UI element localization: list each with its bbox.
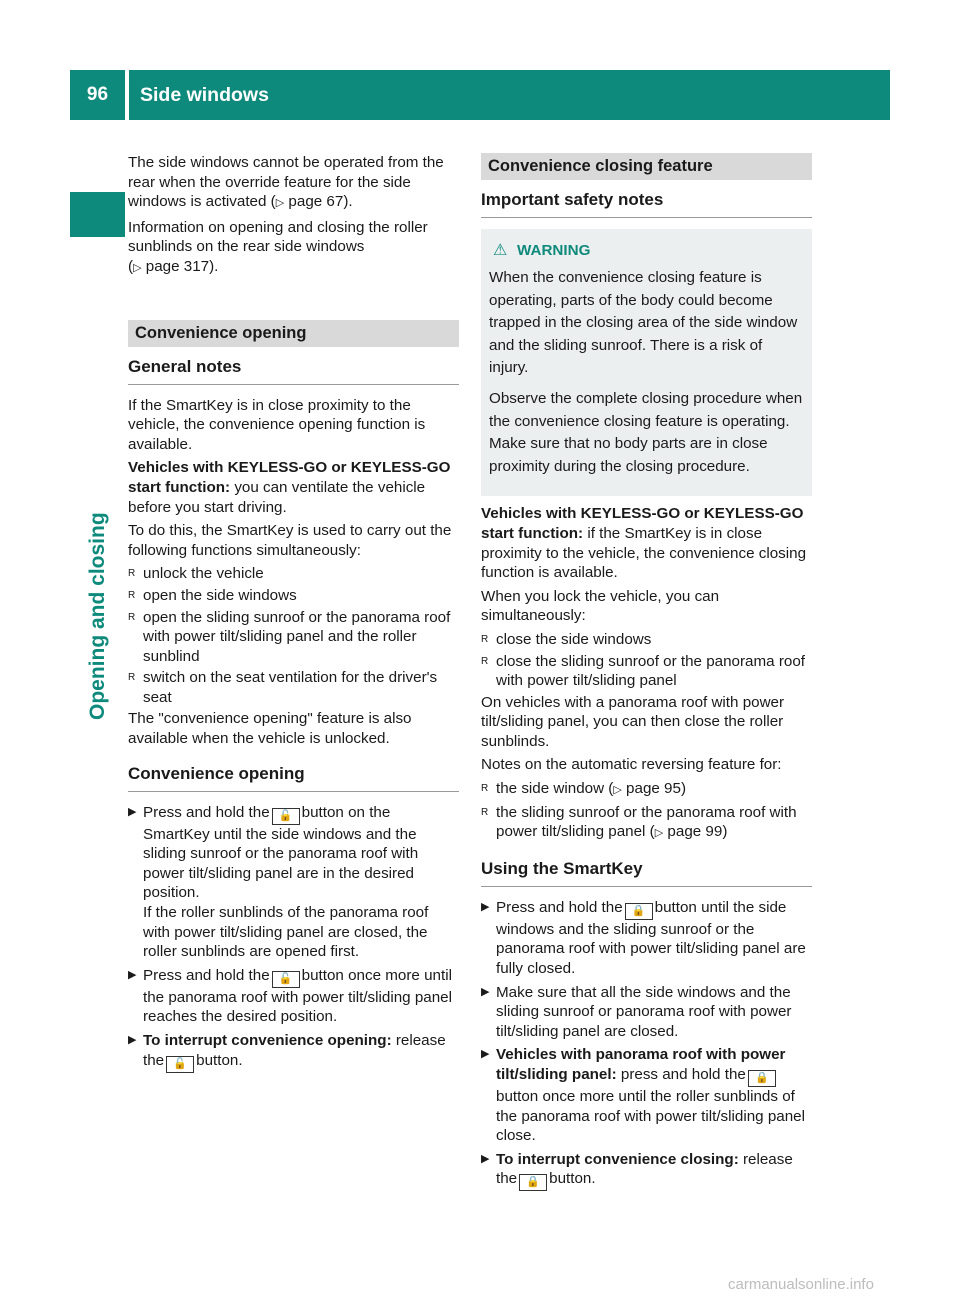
bullet-icon: R bbox=[481, 806, 489, 818]
unlock-icon: 🔓 bbox=[272, 808, 300, 825]
section-title: Convenience closing feature bbox=[481, 153, 812, 180]
page-title: Side windows bbox=[129, 70, 890, 120]
lock-icon: 🔒 bbox=[748, 1070, 776, 1087]
list-item: R unlock the vehicle bbox=[128, 565, 264, 583]
instruction-step: ▶ Press and hold the 🔓 button once more until the panorama roof with power tilt/sliding panel reaches the desired position. bbox=[128, 966, 452, 1026]
paragraph: On vehicles with a panorama roof with power tilt/sliding panel, you can then close the roller sunblinds. bbox=[481, 693, 785, 750]
bullet-icon: R bbox=[128, 672, 136, 684]
warning-box bbox=[481, 229, 812, 496]
instruction-step: ▶ Vehicles with panorama roof with power tilt/sliding panel: press and hold the 🔒button once more until the roller sunblinds of the panorama roof with power tilt/sliding panel close. bbox=[481, 1046, 805, 1145]
paragraph: Vehicles with KEYLESS-GO or KEYLESS-GO start function: if the SmartKey is in close proximity to the vehicle, the convenience closing function is available. bbox=[481, 505, 807, 582]
step-arrow-icon: ▶ bbox=[481, 1048, 490, 1061]
intro-paragraph: The side windows cannot be operated from the rear when the override feature for the side windows is activated (▷ page 67). bbox=[128, 154, 444, 211]
instruction-step: ▶ Press and hold the 🔓 button on the SmartKey until the side windows and the sliding sunroof or the panorama roof with power tilt/sliding panel are in the desired position. If the roller sunblinds of the panorama roof with power tilt/sliding panel are closed, the roller sunblinds are opened first. bbox=[128, 803, 429, 961]
step-arrow-icon: ▶ bbox=[128, 968, 137, 981]
list-item: R the sliding sunroof or the panorama roof with power tilt/sliding panel (▷ page 99) bbox=[481, 803, 797, 841]
step-arrow-icon: ▶ bbox=[128, 805, 137, 818]
paragraph: To do this, the SmartKey is used to carry out the following functions simultaneously: bbox=[128, 522, 452, 559]
ref-arrow-icon: ▷ bbox=[275, 197, 285, 210]
warning-text: Observe the complete closing procedure when the convenience closing feature is operating. Make sure that no body parts are in close proximity during the closing procedure. bbox=[489, 389, 803, 475]
paragraph: If the SmartKey is in close proximity to the vehicle, the convenience opening function is available. bbox=[128, 396, 426, 453]
right-column bbox=[481, 153, 812, 1195]
step-arrow-icon: ▶ bbox=[481, 900, 490, 913]
page-ref-link[interactable]: page 95 bbox=[626, 780, 681, 798]
unlock-icon: 🔓 bbox=[166, 1056, 194, 1073]
bullet-icon: R bbox=[481, 655, 489, 667]
lock-icon: 🔒 bbox=[519, 1174, 547, 1191]
page-number: 96 bbox=[70, 70, 125, 120]
list-item: R close the side windows bbox=[481, 630, 652, 648]
step-arrow-icon: ▶ bbox=[128, 1034, 137, 1046]
step-arrow-icon: ▶ bbox=[481, 985, 490, 998]
lock-icon: 🔒 bbox=[625, 903, 653, 920]
chapter-tab bbox=[70, 192, 125, 237]
list-item: R close the sliding sunroof or the panorama roof with power tilt/sliding panel bbox=[481, 652, 805, 690]
subheading-safety-notes: Important safety notes bbox=[481, 189, 812, 218]
unlock-icon: 🔓 bbox=[272, 971, 300, 988]
list-item: R open the side windows bbox=[128, 586, 297, 604]
ref-arrow-icon: ▷ bbox=[613, 784, 622, 797]
paragraph: The "convenience opening" feature is also available when the vehicle is unlocked. bbox=[128, 710, 412, 748]
subheading-general-notes: General notes bbox=[128, 356, 459, 385]
list-item: R the side window (▷ page 95) bbox=[481, 780, 687, 798]
warning-triangle-icon: ⚠ bbox=[493, 242, 508, 259]
warning-text: When the convenience closing feature is operating, parts of the body could become trapped in the closing area of the side window and the sliding sunroof. There is a risk of injury. bbox=[489, 269, 798, 377]
watermark: carmanualsonline.info bbox=[728, 1276, 874, 1293]
subheading-using-smartkey: Using the SmartKey bbox=[481, 858, 812, 887]
step-arrow-icon: ▶ bbox=[481, 1152, 490, 1165]
bullet-icon: R bbox=[128, 589, 136, 601]
instruction-step: ▶ Make sure that all the side windows and the sliding sunroof or panorama roof with power tilt/sliding panel are closed. bbox=[481, 983, 792, 1040]
instruction-step: ▶ Press and hold the 🔒 button until the side windows and the sliding sunroof or the panorama roof with power tilt/sliding panel are fully closed. bbox=[481, 898, 806, 978]
ref-arrow-icon: ▷ bbox=[654, 827, 664, 840]
bullet-icon: R bbox=[128, 568, 136, 580]
warning-heading: ⚠ WARNING bbox=[493, 242, 591, 259]
instruction-step: ▶ To interrupt convenience closing: release the 🔒 button. bbox=[481, 1150, 812, 1192]
page-ref-link[interactable]: page 317 bbox=[145, 257, 210, 275]
bullet-icon: R bbox=[128, 611, 136, 623]
paragraph: Notes on the automatic reversing feature for: bbox=[481, 756, 782, 774]
left-column bbox=[128, 153, 459, 1077]
instruction-step: ▶ To interrupt convenience opening: release the 🔓 button. bbox=[128, 1031, 459, 1073]
page-ref-link[interactable]: page 99 bbox=[667, 823, 723, 841]
intro-paragraph-2: Information on opening and closing the roller sunblinds on the rear side windows (▷ page 317). bbox=[128, 218, 428, 275]
bullet-icon: R bbox=[481, 783, 489, 795]
section-title: Convenience opening bbox=[128, 320, 459, 347]
paragraph: Vehicles with KEYLESS-GO or KEYLESS-GO start function: you can ventilate the vehicle before you start driving. bbox=[128, 459, 451, 516]
subheading-convenience-opening: Convenience opening bbox=[128, 763, 459, 792]
list-item: R switch on the seat ventilation for the driver's seat bbox=[128, 669, 438, 706]
page-ref-link[interactable]: page 67 bbox=[288, 193, 344, 211]
bullet-icon: R bbox=[481, 633, 489, 645]
ref-arrow-icon: ▷ bbox=[133, 261, 142, 274]
list-item: R open the sliding sunroof or the panorama roof with power tilt/sliding panel and the roller sunblind bbox=[128, 608, 451, 665]
paragraph: When you lock the vehicle, you can simultaneously: bbox=[481, 587, 720, 625]
